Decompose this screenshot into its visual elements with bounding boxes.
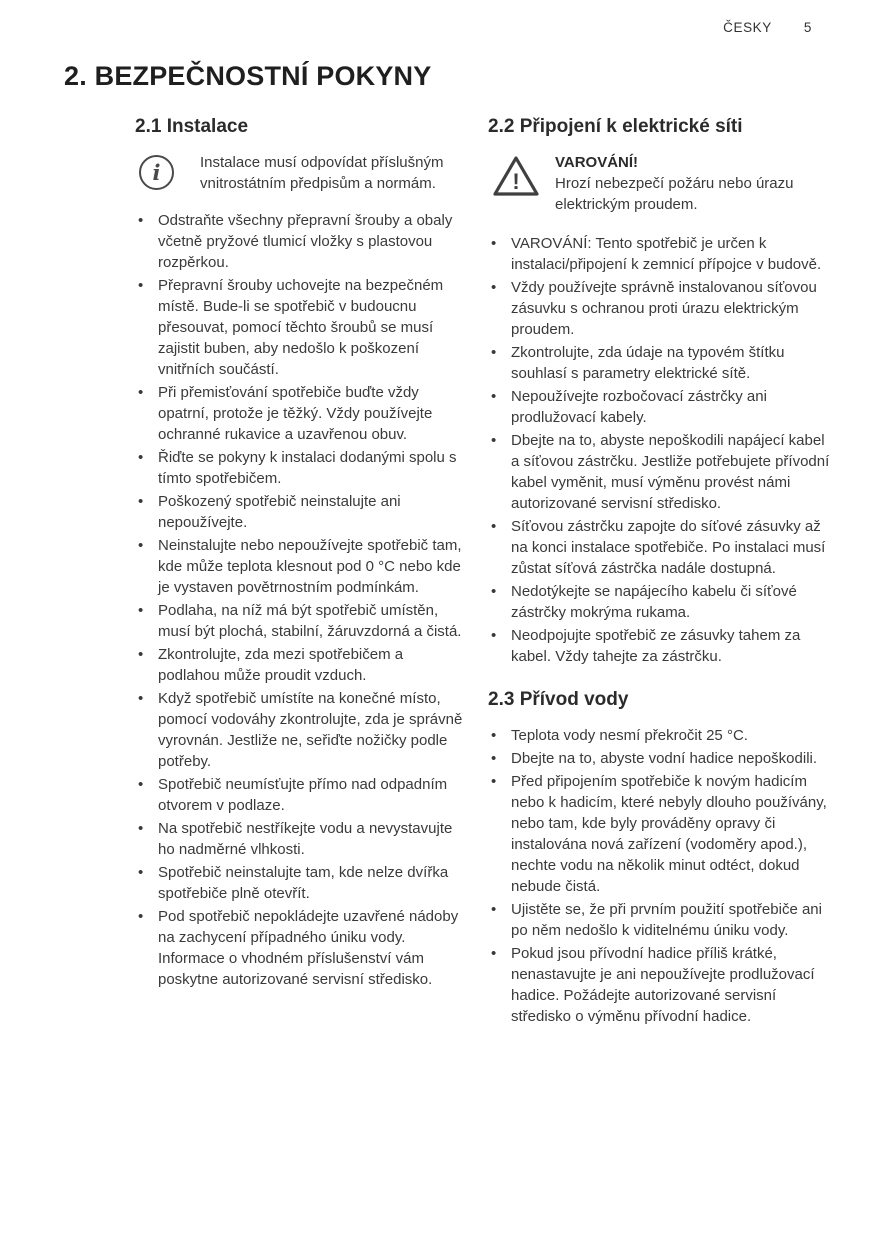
bullet-item: • Ujistěte se, že při prvním použití spotřebiče ani po něm nedošlo k viditelnému úniku vody. (488, 899, 836, 941)
info-note (135, 152, 467, 194)
bullet-item: • Na spotřebič nestříkejte vodu a nevystavujte ho nadměrné vlhkosti. (135, 818, 467, 860)
warning-note (488, 152, 836, 215)
bullet-item: • Teplota vody nesmí překročit 25 °C. (488, 725, 836, 746)
bullet-item: • Přepravní šrouby uchovejte na bezpečném místě. Bude-li se spotřebič v budoucnu přesouvat, pomocí těchto šroubů se musí zajistit buben, aby nedošlo k poškození vnitřních součástí. (135, 275, 467, 380)
water-bullet-list (488, 725, 836, 1027)
bullet-item: • Odstraňte všechny přepravní šrouby a obaly včetně pryžové tlumicí vložky s plastovou rozpěrkou. (135, 210, 467, 273)
bullet-item: • Poškozený spotřebič neinstalujte ani nepoužívejte. (135, 491, 467, 533)
bullet-item: • Spotřebič neinstalujte tam, kde nelze dvířka spotřebiče plně otevřít. (135, 862, 467, 904)
section-heading-water: 2.3 Přívod vody (488, 689, 629, 710)
language-label: ČESKY (723, 20, 772, 35)
bullet-item: • Zkontrolujte, zda mezi spotřebičem a podlahou může proudit vzduch. (135, 644, 467, 686)
two-column-layout (0, 116, 874, 1029)
bullet-item: • Pod spotřebič nepokládejte uzavřené nádoby na zachycení případného úniku vody. Informace o vhodném příslušenství vám poskytne autorizované servisní středisko. (135, 906, 467, 990)
bullet-item: • Vždy používejte správně instalovanou síťovou zásuvku s ochranou proti úrazu elektrickým proudem. (488, 277, 836, 340)
warning-icon (492, 154, 540, 203)
bullet-item: • Když spotřebič umístíte na konečné místo, pomocí vodováhy zkontrolujte, zda je správně vyrovnán. Jestliže ne, seřiďte nožičky podle potřeby. (135, 688, 467, 772)
chapter-title: 2. BEZPEČNOSTNÍ POKYNY (64, 61, 432, 91)
bullet-item: • VAROVÁNÍ: Tento spotřebič je určen k instalaci/připojení k zemnicí přípojce v budově. (488, 233, 836, 275)
warning-text: Hrozí nebezpečí požáru nebo úrazu elektrickým proudem. (555, 175, 794, 213)
bullet-item: • Pokud jsou přívodní hadice příliš krátké, nenastavujte je ani nepoužívejte prodlužovací hadice. Požádejte autorizované servisní středisko o výměnu přívodní hadice. (488, 943, 836, 1027)
page-number: 5 (803, 20, 812, 35)
bullet-item: • Dbejte na to, abyste nepoškodili napájecí kabel a síťovou zástrčku. Jestliže potřebujete přívodní kabel vyměnit, musí výměnu provést námi autorizované servisní středisko. (488, 430, 836, 514)
bullet-item: • Nedotýkejte se napájecího kabelu či síťové zástrčky mokrýma rukama. (488, 581, 836, 623)
bullet-item: • Nepoužívejte rozbočovací zástrčky ani prodlužovací kabely. (488, 386, 836, 428)
bullet-item: • Podlaha, na níž má být spotřebič umístěn, musí být plochá, stabilní, žáruvzdorná a čistá. (135, 600, 467, 642)
left-column (135, 116, 467, 1029)
info-icon-glyph: i (152, 160, 161, 185)
info-note-text: Instalace musí odpovídat příslušným vnitrostátním předpisům a normám. (200, 154, 444, 192)
page-header (0, 20, 874, 35)
section-heading-electrical: 2.2 Připojení k elektrické síti (488, 116, 743, 137)
warning-title: VAROVÁNÍ! (555, 154, 639, 171)
bullet-item: • Dbejte na to, abyste vodní hadice nepoškodili. (488, 748, 836, 769)
installation-bullet-list (135, 210, 467, 990)
right-column (488, 116, 836, 1029)
bullet-item: • Zkontrolujte, zda údaje na typovém štítku souhlasí s parametry elektrické sítě. (488, 342, 836, 384)
bullet-item: • Síťovou zástrčku zapojte do síťové zásuvky až na konci instalace spotřebiče. Po instalaci musí zůstat síťová zástrčka nadále dostupná. (488, 516, 836, 579)
bullet-item: • Neodpojujte spotřebič ze zásuvky tahem za kabel. Vždy tahejte za zástrčku. (488, 625, 836, 667)
bullet-item: • Před připojením spotřebiče k novým hadicím nebo k hadicím, které nebyly dlouho používány, nebo tam, kde byly prováděny opravy či instalována nová zařízení (vodoměry apod.), nechte vodu na několik minut odtéct, dokud nebude čistá. (488, 771, 836, 897)
bullet-item: • Neinstalujte nebo nepoužívejte spotřebič tam, kde může teplota klesnout pod 0 °C nebo kde je vystaven povětrnostním podmínkám. (135, 535, 467, 598)
warning-body (555, 152, 836, 215)
warning-icon-glyph: ! (512, 169, 520, 194)
bullet-item: • Spotřebič neumísťujte přímo nad odpadním otvorem v podlaze. (135, 774, 467, 816)
bullet-item: • Při přemisťování spotřebiče buďte vždy opatrní, protože je těžký. Vždy používejte ochranné rukavice a uzavřenou obuv. (135, 382, 467, 445)
section-heading-installation: 2.1 Instalace (135, 116, 249, 137)
bullet-item: • Řiďte se pokyny k instalaci dodanými spolu s tímto spotřebičem. (135, 447, 467, 489)
electrical-bullet-list (488, 233, 836, 667)
info-icon (139, 155, 174, 190)
